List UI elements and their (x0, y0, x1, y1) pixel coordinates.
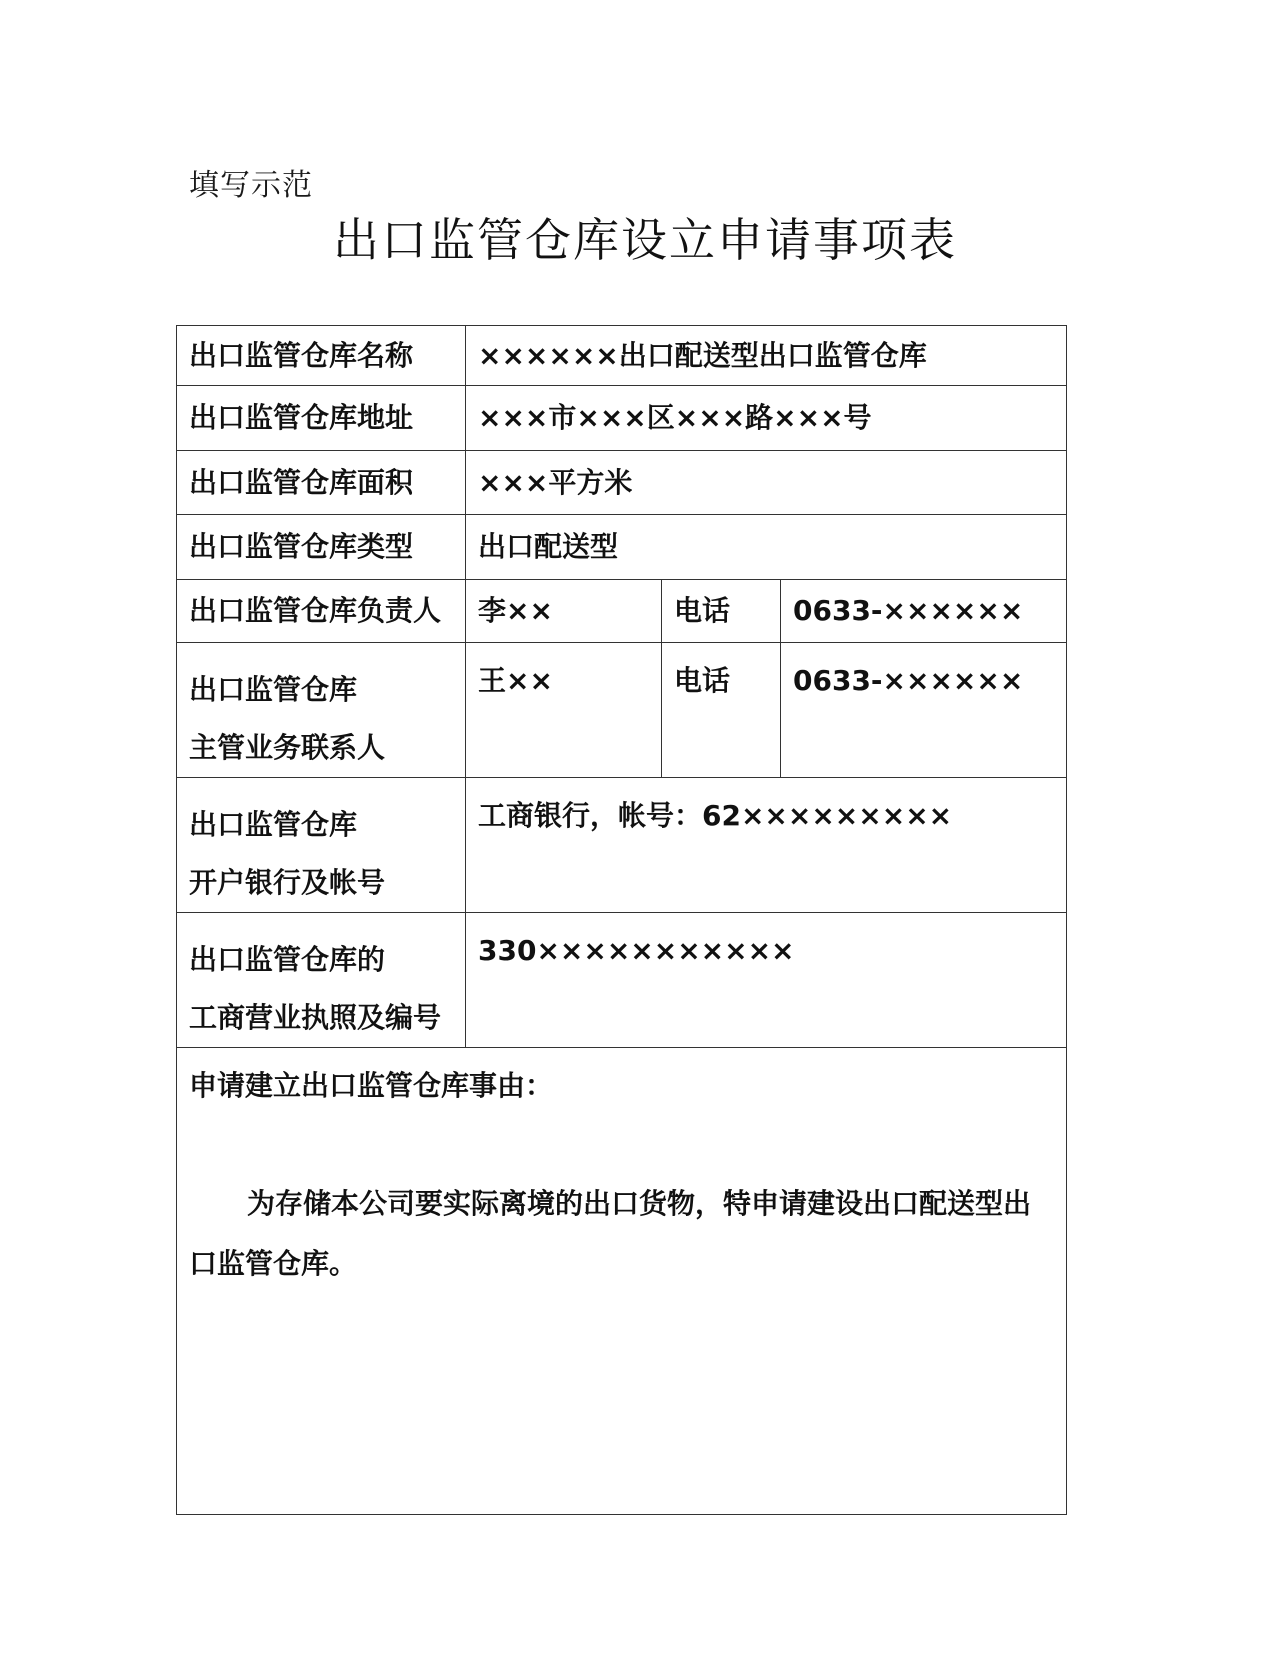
value-warehouse-type: 出口配送型 (466, 515, 1067, 580)
application-reason-cell (177, 1048, 1067, 1515)
row-warehouse-type (177, 515, 1067, 580)
row-warehouse-area (177, 451, 1067, 515)
value-warehouse-area: ×××平方米 (466, 451, 1067, 515)
row-bank-account (177, 778, 1067, 913)
value-warehouse-manager: 李×× (466, 580, 662, 643)
label-warehouse-type: 出口监管仓库类型 (177, 515, 466, 580)
row-business-contact (177, 643, 1067, 778)
example-label: 填写示范 (189, 168, 313, 203)
label-warehouse-area: 出口监管仓库面积 (177, 451, 466, 515)
row-application-reason (177, 1048, 1067, 1515)
row-warehouse-manager (177, 580, 1067, 643)
label-warehouse-name: 出口监管仓库名称 (177, 326, 466, 386)
application-form-table (176, 325, 1067, 1515)
value-bank-account: 工商银行，帐号：62××××××××× (466, 778, 1067, 913)
row-business-license (177, 913, 1067, 1048)
value-warehouse-name: ××××××出口配送型出口监管仓库 (466, 326, 1067, 386)
label-bank-account (177, 778, 466, 913)
label-warehouse-address: 出口监管仓库地址 (177, 386, 466, 451)
value-business-contact: 王×× (466, 643, 662, 778)
label-manager-phone: 电话 (662, 580, 781, 643)
label-bank-account-line1: 出口监管仓库 (189, 808, 358, 841)
label-bank-account-line2: 开户银行及帐号 (189, 866, 386, 899)
application-reason-heading: 申请建立出口监管仓库事由： (189, 1069, 554, 1102)
label-business-license-line1: 出口监管仓库的 (189, 943, 386, 976)
label-business-contact (177, 643, 466, 778)
value-contact-phone: 0633-×××××× (781, 643, 1067, 778)
row-warehouse-name (177, 326, 1067, 386)
document-title (0, 210, 1280, 270)
label-business-contact-line2: 主管业务联系人 (189, 731, 386, 764)
value-manager-phone: 0633-×××××× (781, 580, 1067, 643)
document-title-text: 出口监管仓库设立申请事项表 (333, 213, 957, 267)
value-warehouse-address: ×××市×××区×××路×××号 (466, 386, 1067, 451)
row-warehouse-address (177, 386, 1067, 451)
application-reason-body: 为存储本公司要实际离境的出口货物，特申请建设出口配送型出口监管仓库。 (189, 1187, 1032, 1280)
label-business-license-line2: 工商营业执照及编号 (189, 1001, 442, 1034)
value-business-license: 330××××××××××× (466, 913, 1067, 1048)
label-warehouse-manager: 出口监管仓库负责人 (177, 580, 466, 643)
label-contact-phone: 电话 (662, 643, 781, 778)
label-business-contact-line1: 出口监管仓库 (189, 673, 358, 706)
label-business-license (177, 913, 466, 1048)
